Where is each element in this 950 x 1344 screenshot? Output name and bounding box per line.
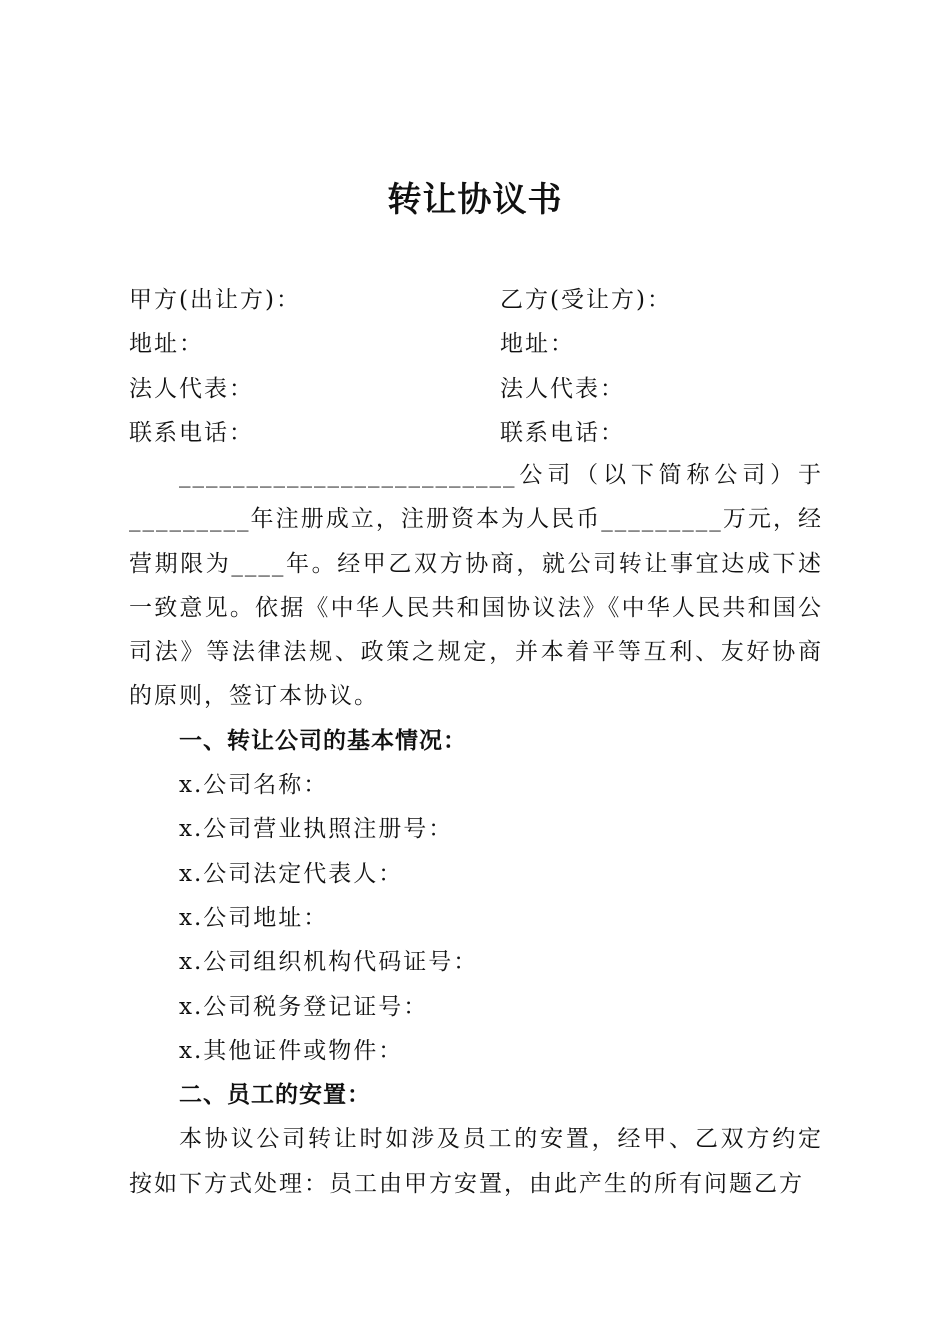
section-1-item: x.公司税务登记证号： [179, 993, 429, 1020]
party-row-legal-rep [129, 370, 829, 404]
party-b-address-label: 地址： [500, 331, 575, 357]
section-2-heading: 二、员工的安置： [179, 1082, 371, 1109]
document-title: 转让协议书 [387, 180, 563, 220]
section-1-item: x.公司地址： [179, 904, 329, 931]
party-a-label: 甲方(出让方)： [129, 287, 301, 313]
party-b-legal-rep-label: 法人代表： [500, 376, 625, 402]
party-row-address [129, 325, 829, 359]
intro-paragraph: _________________________公司（以下简称公司）于_________年注册成立，注册资本为人民币_________万元，经营期限为____年。经甲乙双方协商，就公司转让事宜达成下述一致意见。依据《中华人民共和国协议法》《中华人民共和国公司法》等法律法规、政策之规定，并本着平等互利、友好协商的原则，签订本协议。 [129, 462, 823, 710]
party-b-phone-label: 联系电话： [500, 420, 625, 446]
party-row-phone [129, 414, 829, 448]
section-2-paragraph: 本协议公司转让时如涉及员工的安置，经甲、乙双方约定按如下方式处理：员工由甲方安置，由此产生的所有问题乙方 [129, 1126, 823, 1197]
section-1-item: x.公司法定代表人： [179, 860, 404, 887]
section-1-heading: 一、转让公司的基本情况： [179, 727, 467, 754]
party-a-address-label: 地址： [129, 331, 204, 357]
section-1-item: x.公司名称： [179, 772, 329, 799]
section-1-item: x.公司营业执照注册号： [179, 816, 454, 843]
section-1-item: x.公司组织机构代码证号： [179, 949, 479, 976]
document-body [129, 453, 823, 1206]
party-a-legal-rep-label: 法人代表： [129, 376, 254, 402]
party-row-parties [129, 281, 829, 315]
party-b-label: 乙方(受让方)： [500, 287, 672, 313]
party-a-phone-label: 联系电话： [129, 420, 254, 446]
section-1-item: x.其他证件或物件： [179, 1037, 404, 1064]
